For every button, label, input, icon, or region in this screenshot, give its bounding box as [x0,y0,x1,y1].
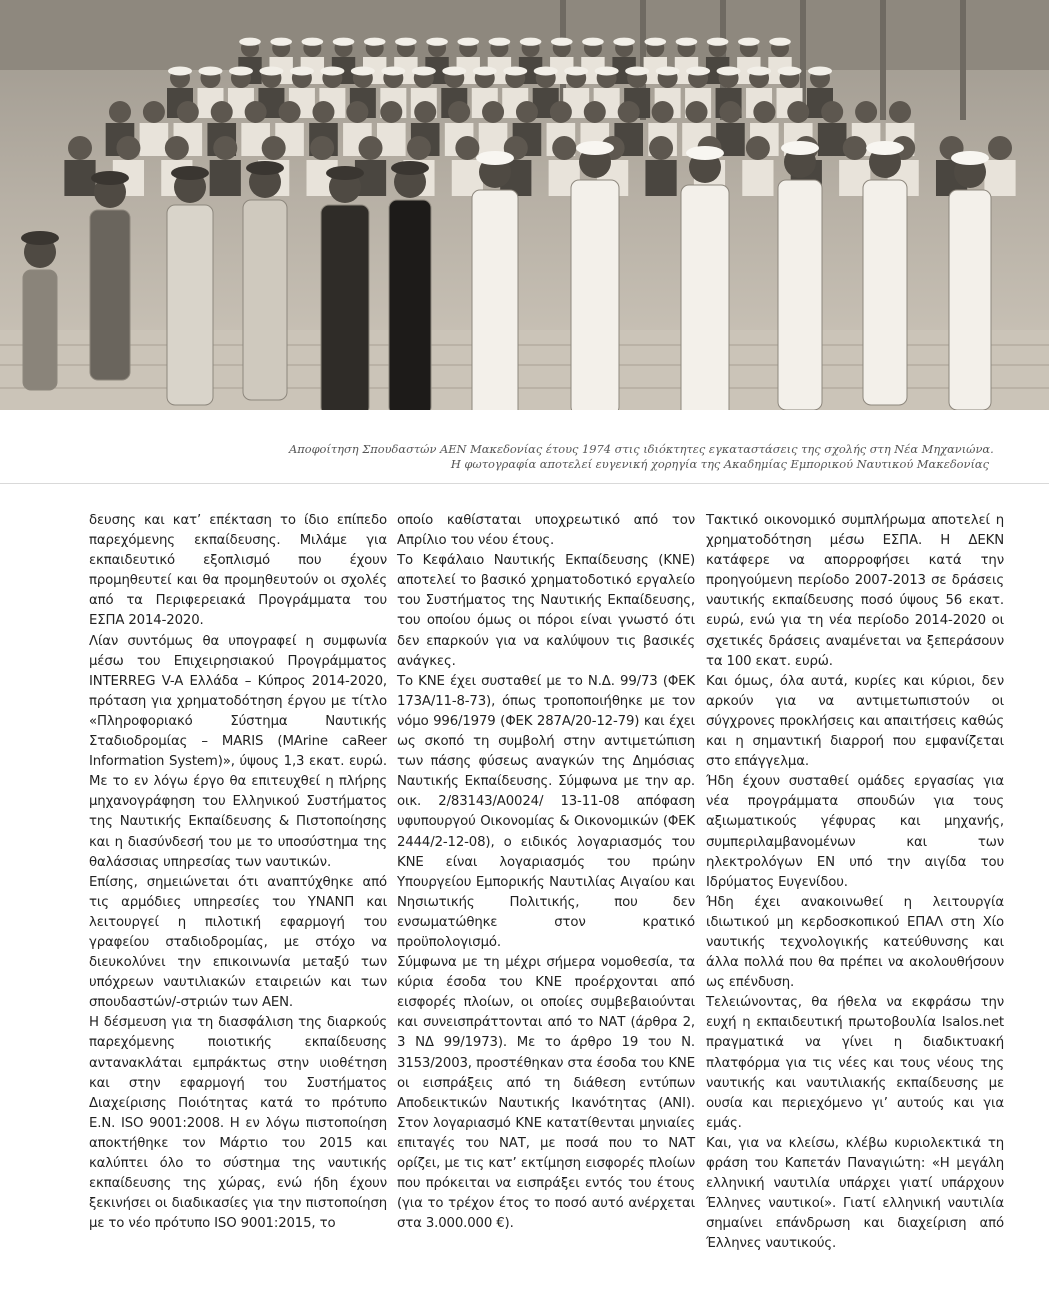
article-column-3 [706,511,1004,1254]
paragraph: δευσης και κατ’ επέκταση το ίδιο επίπεδο παρεχόμενης εκπαίδευσης. Μιλάμε για εκπαιδευτικό εξοπλισμό που έχουν προμηθευτεί και θα προμηθευτούν οι σχολές από τα Περιφερειακά Προγράμματα του ΕΣΠΑ 2014-2020. [89,513,387,629]
graduation-group-photo [0,0,1049,410]
paragraph: Και όμως, όλα αυτά, κυρίες και κύριοι, δεν αρκούν για να αντιμετωπιστούν οι σύγχρονες προκλήσεις και απαιτήσεις καθώς και η σημαντική διαρροή που εμφανίζεται στο επάγγελμα. [706,673,1004,770]
paragraph: Η δέσμευση για τη διασφάλιση της διαρκούς παρεχόμενης ποιοτικής εκπαίδευσης αντανακλάται εμπράκτως στην υιοθέτηση και στην εφαρμογή του Συστήματος Διαχείρισης Ποιότητας κατά το πρότυπο Ε.Ν. ISO 9001:2008. Η εν λόγω πιστοποίηση αποκτήθηκε τον Μάρτιο του 2015 και καλύπτει όλο το σύστημα της ναυτικής εκπαίδευσης της χώρας, ενώ ήδη έχουν ξεκινήσει οι διαδικασίες για την πιστοποίηση με το νέο πρότυπο ISO 9001:2015, το [89,1015,387,1232]
paragraph: Τακτικό οικονομικό συμπλήρωμα αποτελεί η χρηματοδότηση μέσω ΕΣΠΑ. Η ΔΕΚΝ κατάφερε να απορροφήσει κατά την προηγούμενη περίοδο 2007-2013 σε δράσεις ναυτικής εκπαίδευσης ποσό ύψους 56 εκατ. ευρώ, ενώ για τη νέα περίοδο 2014-2020 οι σχετικές δράσεις αναμένεται να ξεπεράσουν τα 100 εκατ. ευρώ. [706,513,1004,669]
paragraph: Επίσης, σημειώνεται ότι αναπτύχθηκε από τις αρμόδιες υπηρεσίες του ΥΝΑΝΠ και λειτουργεί η πιλοτική εφαρμογή του γραφείου σταδιοδρομίας, με στόχο να διευκολύνει την επικοινωνία μεταξύ των υπόχρεων ναυτιλιακών εταιρειών και των σπουδαστών/-στριών των ΑΕΝ. [89,874,387,1011]
paragraph: Τελειώνοντας, θα ήθελα να εκφράσω την ευχή η εκπαιδευτική πρωτοβουλία Isalos.net πραγματικά να γίνει η διαδικτυακή πλατφόρμα για τις νέες και τους νέους της ναυτικής και ναυτιλιακής εκπαίδευσης με ουσία και περιεχόμενο γι’ αυτούς και για εμάς. [706,995,1004,1131]
paragraph: Το Κεφάλαιο Ναυτικής Εκπαίδευσης (ΚΝΕ) αποτελεί το βασικό χρηματοδοτικό εργαλείο του Συστήματος της Ναυτικής Εκπαίδευσης, του οποίου όμως οι πόροι είναι γνωστό ότι δεν επαρκούν για να καλύψουν τις βασικές ανάγκες. [397,553,695,669]
paragraph: Και, για να κλείσω, κλέβω κυριολεκτικά τη φράση του Καπετάν Παναγιώτη: «Η μεγάλη ελληνική ναυτιλία υπάρχει γιατί υπάρχουν Έλληνες ναυτικοί». Γιατί ελληνική ναυτιλία σημαίνει επάνδρωση και διαχείριση από Έλληνες ναυτικούς. [706,1135,1004,1252]
caption-line-1: Αποφοίτηση Σπουδαστών ΑΕΝ Μακεδονίας έτους 1974 στις ιδιόκτητες εγκαταστάσεις της σχολής στη Νέα Μηχανιώνα. [289,442,994,456]
photo-illustration [0,0,1049,410]
caption-divider [0,483,1049,484]
photo-caption [289,442,994,472]
paragraph: Ήδη έχει ανακοινωθεί η λειτουργία ιδιωτικού μη κερδοσκοπικού ΕΠΑΛ στη Χίο ναυτικής τεχνολογικής κατεύθυνσης και άλλα πολλά που θα πρέπει να ακολουθήσουν ως επένδυση. [706,894,1004,991]
caption-line-2: Η φωτογραφία αποτελεί ευγενική χορηγία της Ακαδημίας Εμπορικού Ναυτικού Μακεδονίας [450,457,989,471]
article-column-2 [397,511,695,1234]
paragraph: Το ΚΝΕ έχει συσταθεί με το Ν.Δ. 99/73 (ΦΕΚ 173Α/11-8-73), όπως τροποποιήθηκε με τον νόμο 996/1979 (ΦΕΚ 287Α/20-12-79) και έχει ως σκοπό τη συμβολή στην αντιμετώπιση των πάσης φύσεως αναγκών της Δημόσιας Ναυτικής Εκπαίδευσης. Σύμφωνα με την αρ. οικ. 2/83143/Α0024/ 13-11-08 απόφαση υφυπουργού Οικονομίας & Οικονομικών (ΦΕΚ 2444/2-12-08), ο ειδικός λογαριασμός του ΚΝΕ είναι λογαριασμός του πρώην Υπουργείου Εμπορικής Ναυτιλίας Αιγαίου και Νησιωτικής Πολιτικής, που δεν ενσωματώθηκε στον κρατικό προϋπολογισμό. [397,673,695,950]
paragraph: Σύμφωνα με τη μέχρι σήμερα νομοθεσία, τα κύρια έσοδα του ΚΝΕ προέρχονται από εισφορές πλοίων, οι οποίες συμβεβαιούνται και συνεισπράττονται από το ΝΑΤ (άρθρα 2, 3 ΝΔ 99/1973). Με το άρθρο 19 του Ν. 3153/2003, προστέθηκαν στα έσοδα του ΚΝΕ οι εισπράξεις από τη διάθεση εντύπων Αποδεικτικών Ναυτικής Ικανότητας (ΑΝΙ). Στον λογαριασμό ΚΝΕ κατατίθενται μηνιαίες επιταγές του ΝΑΤ, με ποσά που το ΝΑΤ ορίζει, με τις κατ’ εκτίμηση εισφορές πλοίων που πρόκειται να εισπράξει εντός του έτους (για το τρέχον έτος το ποσό αυτό ανέρχεται στα 3.000.000 €). [397,955,695,1232]
paragraph: Ήδη έχουν συσταθεί ομάδες εργασίας για νέα προγράμματα σπουδών για τους αξιωματικούς γέφυρας και μηχανής, συμπεριλαμβανομένων και των ηλεκτρολόγων ΕΝ υπό την αιγίδα του Ιδρύματος Ευγενίδου. [706,774,1004,890]
paragraph: Λίαν συντόμως θα υπογραφεί η συμφωνία μέσω του Επιχειρησιακού Προγράμματος INTERREG V-A Ελλάδα – Κύπρος 2014-2020, πρόταση για χρηματοδότηση έργου με τίτλο «Πληροφοριακό Σύστημα Ναυτικής Σταδιοδρομίας – MARIS (MArine caReer Information System)», ύψους 1,3 εκατ. ευρώ. Με το εν λόγω έργο θα επιτευχθεί η πλήρης μηχανογράφηση του Ελληνικού Συστήματος της Ναυτικής Εκπαίδευσης & Πιστοποίησης και η διασύνδεσή του με το υποσύστημα της θαλάσσιας υπηρεσίας των ναυτικών. [89,633,387,870]
paragraph: οποίο καθίσταται υποχρεωτικό από τον Απρίλιο του νέου έτους. [397,513,695,549]
article-column-1 [89,511,387,1234]
